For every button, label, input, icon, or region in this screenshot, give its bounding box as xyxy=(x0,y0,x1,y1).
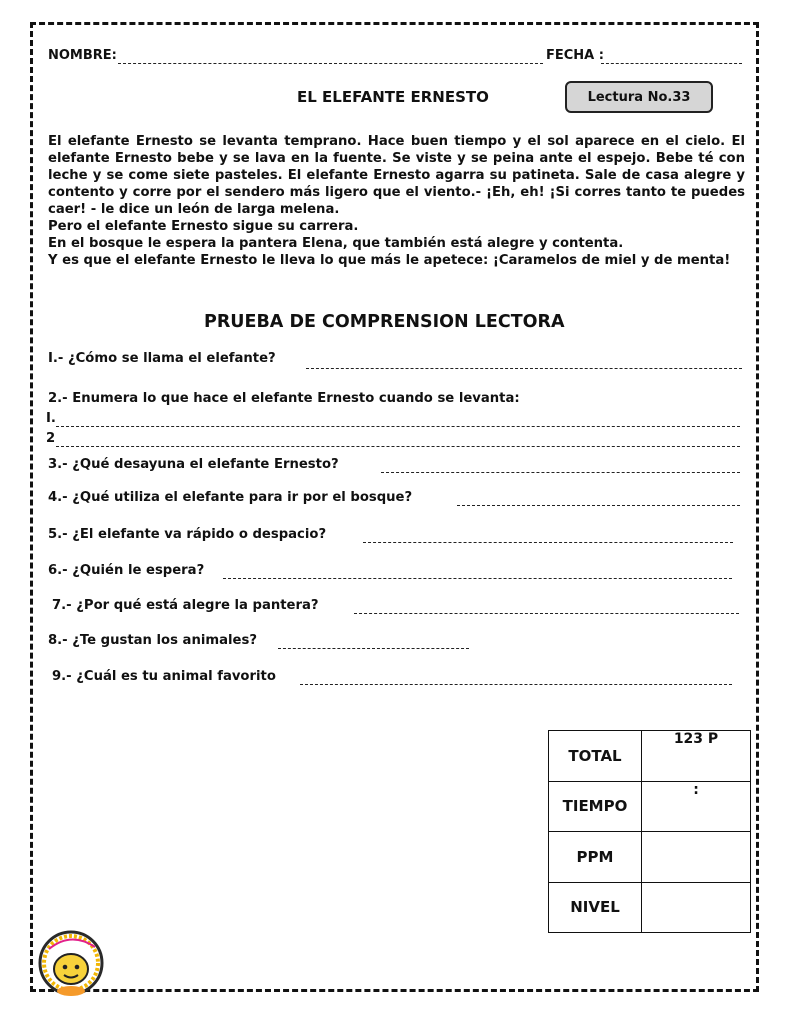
question-3: 3.- ¿Qué desayuna el elefante Ernesto? xyxy=(48,457,339,472)
answer-line-7[interactable] xyxy=(354,613,739,614)
answer-line-2b[interactable] xyxy=(56,446,740,447)
answer-line-9[interactable] xyxy=(300,684,732,685)
reading-paragraph: En el bosque le espera la pantera Elena, que también está alegre y contenta. xyxy=(48,236,624,251)
table-row xyxy=(549,832,751,883)
question-1: I.- ¿Cómo se llama el elefante? xyxy=(48,351,276,366)
question-2-item-1: I. xyxy=(46,411,56,426)
answer-line-5[interactable] xyxy=(363,542,733,543)
date-label: FECHA : xyxy=(546,48,604,63)
time-label: TIEMPO xyxy=(549,781,642,832)
level-label: NIVEL xyxy=(549,882,642,933)
name-label: NOMBRE: xyxy=(48,48,117,63)
question-9: 9.- ¿Cuál es tu animal favorito xyxy=(52,669,276,684)
question-4: 4.- ¿Qué utiliza el elefante para ir por el bosque? xyxy=(48,490,413,505)
total-value[interactable]: 123 P xyxy=(642,731,751,782)
question-6: 6.- ¿Quién le espera? xyxy=(48,563,205,578)
total-label: TOTAL xyxy=(549,731,642,782)
answer-line-1[interactable] xyxy=(306,368,742,369)
story-title: EL ELEFANTE ERNESTO xyxy=(297,88,489,106)
date-line[interactable] xyxy=(601,63,742,64)
level-value[interactable] xyxy=(642,882,751,933)
answer-line-8[interactable] xyxy=(278,648,469,649)
reading-paragraph: Y es que el elefante Ernesto le lleva lo que más le apetece: ¡Caramelos de miel y de menta! xyxy=(48,253,731,268)
reading-paragraph: Pero el elefante Ernesto sigue su carrera. xyxy=(48,219,359,234)
answer-line-3[interactable] xyxy=(381,472,740,473)
question-2: 2.- Enumera lo que hace el elefante Ernesto cuando se levanta: xyxy=(48,391,520,406)
table-row xyxy=(549,781,751,832)
answer-line-6[interactable] xyxy=(223,578,732,579)
lesson-badge: Lectura No.33 xyxy=(565,81,713,113)
ppm-label: PPM xyxy=(549,832,642,883)
answer-line-4[interactable] xyxy=(457,505,740,506)
reading-paragraph: El elefante Ernesto se levanta temprano. Hace buen tiempo y el sol aparece en el cielo. El elefante Ernesto bebe y se lava en la fuente. Se viste y se peina ante el espejo. Bebe té con leche y se come siete pasteles. El elefante Ernesto agarra su patineta. Sale de casa alegre y contento y corre por el sendero más ligero que el viento.- ¡Eh, eh! ¡Si corres tanto te puedes caer! - le dice un león de larga melena. xyxy=(48,134,745,217)
bee-logo-icon xyxy=(35,925,107,997)
time-value[interactable]: : xyxy=(642,781,751,832)
question-8: 8.- ¿Te gustan los animales? xyxy=(48,633,257,648)
question-5: 5.- ¿El elefante va rápido o despacio? xyxy=(48,527,327,542)
reading-text xyxy=(48,133,745,269)
score-table xyxy=(548,730,751,933)
question-2-item-2: 2 xyxy=(46,431,56,446)
ppm-value[interactable] xyxy=(642,832,751,883)
test-title: PRUEBA DE COMPRENSION LECTORA xyxy=(204,312,565,332)
table-row xyxy=(549,882,751,933)
name-line[interactable] xyxy=(118,63,543,64)
answer-line-2a[interactable] xyxy=(56,426,740,427)
table-row xyxy=(549,731,751,782)
question-7: 7.- ¿Por qué está alegre la pantera? xyxy=(52,598,319,613)
